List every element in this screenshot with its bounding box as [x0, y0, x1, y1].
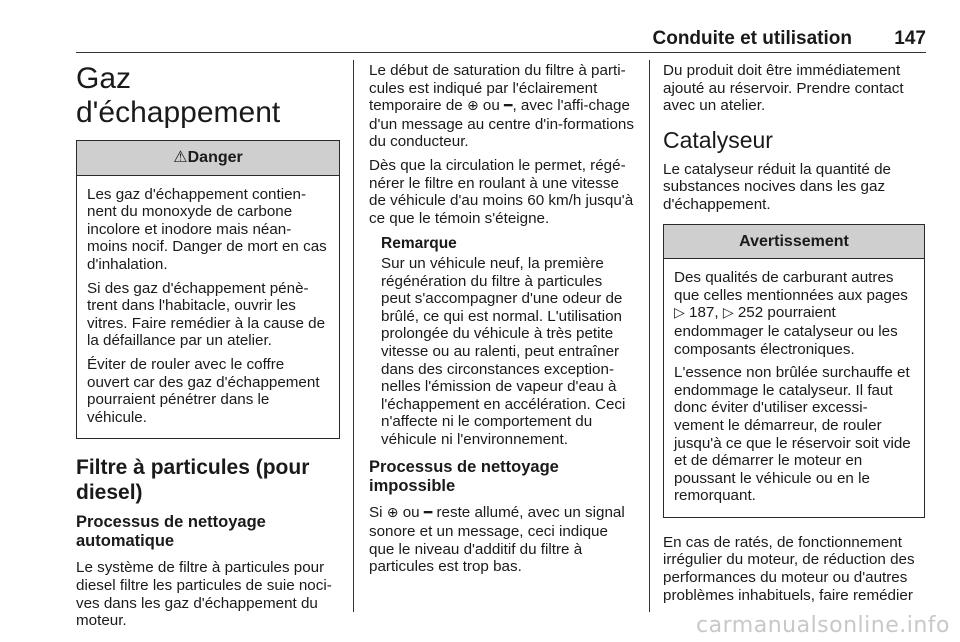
auto-clean-heading: Processus de nettoyage automatique — [76, 513, 266, 551]
danger-paragraph-1: Les gaz d'échappement contien-nent du monoxyde de carbone incolore et inodore mais néan-moins nocif. Danger de mort en cas d'inhalation. — [87, 185, 327, 273]
catalyst-heading: Catalyseur — [663, 126, 773, 153]
danger-label: Danger — [187, 149, 243, 166]
misfire-paragraph: En cas de ratés, de fonctionnement irrégulier du moteur, de réduction des performances du moteur ou d'autres problèmes inhabituels, faire remédier — [663, 533, 915, 604]
page-ref-arrow-icon: ▷ — [722, 305, 734, 322]
column-1 — [76, 62, 340, 636]
danger-paragraph-2: Si des gaz d'échappement pénè-trent dans l'habitacle, ouvrir les vitres. Faire remédier à la cause de la défaillance par un atelier. — [87, 279, 326, 350]
particle-filter-icon: ⊕ — [466, 98, 479, 115]
warning-header: Avertissement — [664, 225, 924, 260]
impossible-paragraph: Si ⊕ ou ━ reste allumé, avec un signal sonore et un message, ceci indique que le niveau d'additif du filtre à particules est trop bas. — [369, 504, 625, 576]
additive-level-icon: ━ — [423, 505, 433, 522]
page-ref-arrow-icon: ▷ — [674, 305, 685, 322]
danger-header — [77, 141, 339, 176]
note-block — [381, 235, 635, 448]
catalyst-text: Le catalyseur réduit la quantité de substances nocives dans les gaz d'échappement. — [663, 160, 891, 213]
column-divider-2 — [649, 60, 650, 612]
page-title: Gaz d'échappement — [76, 62, 281, 129]
impossible-heading: Processus de nettoyage impossible — [369, 458, 559, 496]
warning-box — [663, 224, 925, 518]
column-2 — [369, 62, 635, 582]
regeneration-paragraph: Dès que la circulation le permet, régé-nérer le filtre en roulant à une vitesse de véhicule d'au moins 60 km/h jusqu'à ce que le témoin s'éteigne. — [369, 156, 634, 227]
additive-level-icon: ━ — [504, 98, 513, 115]
warning-paragraph-1: Des qualités de carburant autres que celles mentionnées aux pages ▷ 187, ▷ 252 pourraient endommager le catalyseur ou les composants électroniques. — [674, 269, 908, 358]
watermark: carmanualsonline.info — [696, 613, 950, 638]
page-ref-link[interactable]: 187 — [689, 304, 715, 322]
column-divider-1 — [353, 60, 354, 612]
filter-heading: Filtre à particules (pour diesel) — [76, 456, 310, 505]
note-title: Remarque — [381, 235, 457, 253]
section-title: Conduite et utilisation — [652, 28, 852, 49]
page-number: 147 — [894, 28, 926, 49]
warning-paragraph-2: L'essence non brûlée surchauffe et endommage le catalyseur. Il faut donc éviter d'utiliser excessi-vement le démarreur, de rouler jusqu'à ce que le réservoir soit vide et de démarrer le moteur en poussant le véhicule ou en le remorquant. — [674, 364, 911, 505]
particle-filter-icon: ⊕ — [386, 505, 399, 522]
saturation-paragraph: Le début de saturation du filtre à parti-cules est indiqué par l'éclairement temporaire de ⊕ ou ━, avec l'affi-chage d'un message au centre d'in-formations du conducteur. — [369, 62, 634, 151]
note-text: Sur un véhicule neuf, la première régénération du filtre à particules peut s'accompagner d'une odeur de brûlé, ce qui est normal. L'utilisation prolongée du véhicule à très petite vitesse ou au ralenti, peut entraîner dans des circonstances exception-nelles l'émission de vapeur d'eau à l'échappement en accélération. Ceci n'affecte ni le comportement du véhicule ni l'environnement. — [381, 254, 626, 448]
warning-triangle-icon: ⚠ — [173, 149, 188, 166]
column-3 — [663, 62, 925, 610]
auto-clean-text: Le système de filtre à particules pour diesel filtre les particules de suie noci-ves dans les gaz d'échappement du moteur. — [76, 559, 332, 630]
header-rule — [76, 52, 926, 53]
running-head — [76, 28, 926, 50]
danger-paragraph-3: Éviter de rouler avec le coffre ouvert car des gaz d'échappement pourraient pénétrer dans le véhicule. — [87, 355, 320, 426]
danger-box — [76, 140, 340, 439]
additive-paragraph: Du produit doit être immédiatement ajouté au réservoir. Prendre contact avec un atelier. — [663, 62, 904, 115]
page-ref-link[interactable]: 252 — [737, 304, 764, 322]
